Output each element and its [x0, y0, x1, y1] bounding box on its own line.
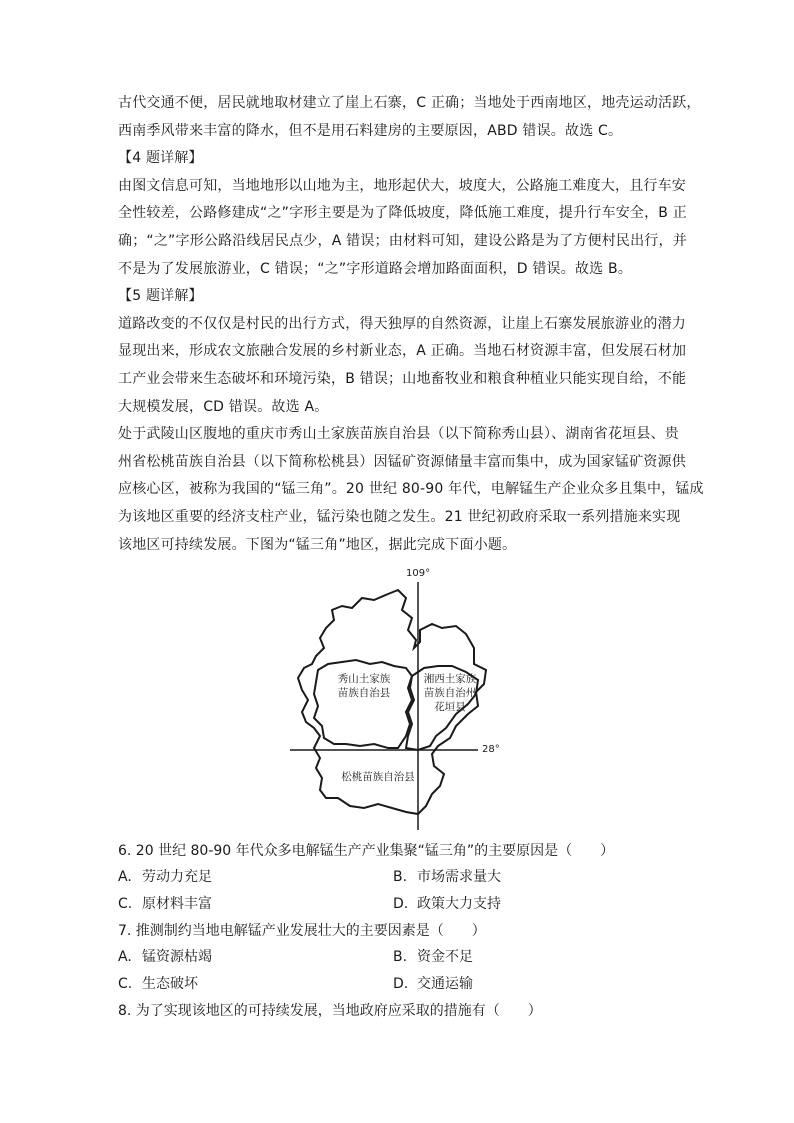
xiushan-label-line: 苗族自治县 — [337, 687, 391, 699]
passage-line: 古代交通不便，居民就地取材建立了崖上石寨，C 正确；当地处于西南地区，地壳运动活跃， — [118, 95, 701, 111]
passage-line: 确；“之”字形公路沿线居民点少，A 错误；由材料可知，建设公路是为了方便村民出行，并 — [118, 232, 687, 249]
option-letter: D. — [393, 976, 409, 992]
option-b[interactable] — [393, 864, 501, 891]
section-heading-q4: 【4 题详解】 — [118, 150, 203, 167]
option-text: 锰资源枯竭 — [142, 949, 212, 965]
option-text: 市场需求量大 — [417, 869, 501, 885]
passage — [118, 90, 704, 559]
option-text: 生态破坏 — [142, 976, 198, 992]
passage-line: 道路改变的不仅仅是村民的出行方式，得天独厚的自然资源，让崖上石寨发展旅游业的潜力 — [118, 315, 686, 332]
option-b[interactable] — [393, 944, 473, 971]
option-a[interactable] — [118, 944, 212, 971]
option-a[interactable] — [118, 864, 212, 891]
passage-line: 大规模发展，CD 错误。故选 A。 — [118, 398, 329, 415]
songtao-label-line: 松桃苗族自治县 — [341, 771, 415, 783]
question-list — [118, 838, 678, 1024]
option-text: 资金不足 — [417, 949, 473, 965]
section-heading-q5: 【5 题详解】 — [118, 288, 203, 305]
xiushan-label-line: 秀山土家族 — [337, 673, 391, 685]
option-text: 原材料丰富 — [142, 896, 212, 912]
xiangxi-label — [416, 672, 484, 714]
passage-line: 该地区可持续发展。下图为“锰三角”地区，据此完成下面小题。 — [118, 536, 517, 553]
question-7-options-row — [118, 971, 678, 998]
option-c[interactable] — [118, 971, 198, 998]
question-6-options-row — [118, 864, 678, 891]
passage-line: 工产业会带来生态破坏和环境污染，B 错误；山地畜牧业和粮食种植业只能实现自给，不能 — [118, 370, 687, 387]
question-8-stem: 8. 为了实现该地区的可持续发展，当地政府应采取的措施有（ ） — [118, 1003, 542, 1019]
xiangxi-label-line: 苗族自治州 — [423, 687, 477, 699]
songtao-label — [318, 770, 438, 784]
option-letter: B. — [393, 869, 408, 885]
option-text: 劳动力充足 — [142, 869, 212, 885]
xiushan-label — [330, 672, 398, 700]
option-letter: A. — [118, 949, 132, 965]
passage-line: 全性较差，公路修建成“之”字形主要是为了降低坡度，降低施工难度，提升行车安全，B 正 — [118, 205, 687, 222]
passage-line: 应核心区，被称为我国的“锰三角”。20 世纪 80-90 年代，电解锰生产企业众多且集中，锰成 — [118, 481, 704, 498]
question-6-stem: 6. 20 世纪 80-90 年代众多电解锰生产产业集聚“锰三角”的主要原因是（ ） — [118, 843, 615, 859]
option-d[interactable] — [393, 891, 501, 918]
passage-line: 州省松桃苗族自治县（以下简称松桃县）因锰矿资源储量丰富而集中，成为国家锰矿资源供 — [118, 453, 686, 470]
option-letter: B. — [393, 949, 408, 965]
option-d[interactable] — [393, 971, 473, 998]
latitude-label: 28° — [482, 744, 500, 755]
option-text: 交通运输 — [417, 976, 473, 992]
longitude-label: 109° — [406, 568, 431, 579]
passage-line: 西南季风带来丰富的降水，但不是用石料建房的主要原因，ABD 错误。故选 C。 — [118, 122, 623, 139]
question-7-options-row — [118, 944, 678, 971]
question-7-stem: 7. 推测制约当地电解锰产业发展壮大的主要因素是（ ） — [118, 923, 486, 939]
option-letter: A. — [118, 869, 132, 885]
option-letter: D. — [393, 896, 409, 912]
xiangxi-label-line: 湘西土家族 — [423, 673, 477, 685]
xiangxi-label-line: 花垣县 — [434, 701, 466, 713]
passage-line: 处于武陵山区腹地的重庆市秀山土家族苗族自治县（以下简称秀山县）、湖南省花垣县、贵 — [118, 426, 679, 443]
option-letter: C. — [118, 896, 133, 912]
manganese-triangle-map — [280, 568, 510, 838]
option-text: 政策大力支持 — [417, 896, 501, 912]
question-6-options-row — [118, 891, 678, 918]
passage-line: 显现出来，形成农文旅融合发展的乡村新业态，A 正确。当地石材资源丰富，但发展石材加 — [118, 343, 687, 360]
passage-line: 不是为了发展旅游业，C 错误；“之”字形道路会增加路面面积，D 错误。故选 B。 — [118, 260, 633, 277]
passage-line: 为该地区重要的经济支柱产业，锰污染也随之发生。21 世纪初政府采取一系列措施来实现 — [118, 508, 681, 525]
option-letter: C. — [118, 976, 133, 992]
passage-line: 由图文信息可知，当地地形以山地为主，地形起伏大，坡度大，公路施工难度大，且行车安 — [118, 177, 686, 194]
option-c[interactable] — [118, 891, 212, 918]
